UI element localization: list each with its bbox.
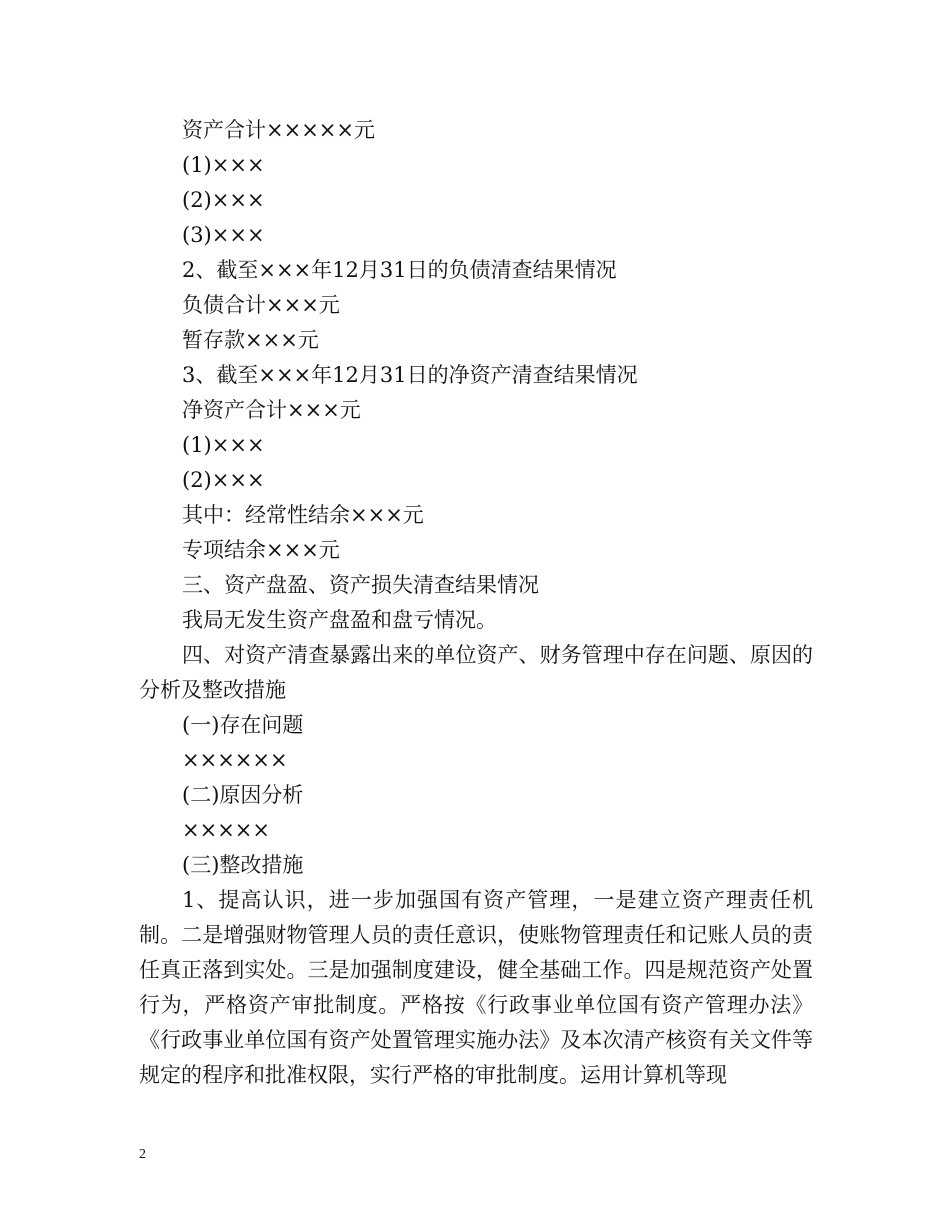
- text-line-net-asset-item-2: (2)×××: [182, 468, 265, 492]
- text-line-asset-item-3: (3)×××: [182, 223, 265, 247]
- text-line-no-surplus-loss: 我局无发生资产盘盈和盘亏情况。: [182, 608, 497, 632]
- text-line-assets-total: 资产合计×××××元: [182, 118, 375, 142]
- paragraph-rectification-measure-1: 1、提高认识，进一步加强国有资产管理，一是建立资产理责任机制。二是增强财物管理人员的责任意识，使账物管理责任和记账人员的责任真正落到实处。三是加强制度建设，健全基础工作。四是规范资产处置行为，严格资产审批制度。严格按《行政事业单位国有资产管理办法》《行政事业单位国有资产处置管理实施办法》及本次清产核资有关文件等规定的程序和批准权限，实行严格的审批制度。运用计算机等现: [139, 888, 813, 1087]
- text-line-asset-item-1: (1)×××: [182, 153, 265, 177]
- heading-section-4: 四、对资产清查暴露出来的单位资产、财务管理中存在问题、原因的分析及整改措施: [139, 643, 813, 702]
- text-line-asset-item-2: (2)×××: [182, 188, 265, 212]
- text-line-special-surplus: 专项结余×××元: [182, 538, 340, 562]
- heading-liabilities: 2、截至×××年12月31日的负债清查结果情况: [182, 258, 617, 282]
- document-body: [139, 113, 813, 1093]
- text-line-problems-placeholder: ××××××: [182, 748, 288, 772]
- subheading-cause-analysis: (二)原因分析: [182, 783, 304, 807]
- heading-net-assets: 3、截至×××年12月31日的净资产清查结果情况: [182, 363, 638, 387]
- subheading-problems: (一)存在问题: [182, 713, 304, 737]
- text-line-recurring-surplus: 其中：经常性结余×××元: [182, 503, 424, 527]
- heading-section-3: 三、资产盘盈、资产损失清查结果情况: [182, 573, 539, 597]
- text-line-cause-placeholder: ×××××: [182, 818, 270, 842]
- text-line-net-assets-total: 净资产合计×××元: [182, 398, 361, 422]
- text-line-liabilities-total: 负债合计×××元: [182, 293, 340, 317]
- text-line-temporary-deposits: 暂存款×××元: [182, 328, 319, 352]
- page-number: 2: [139, 1147, 146, 1162]
- text-line-net-asset-item-1: (1)×××: [182, 433, 265, 457]
- subheading-rectification: (三)整改措施: [182, 853, 304, 877]
